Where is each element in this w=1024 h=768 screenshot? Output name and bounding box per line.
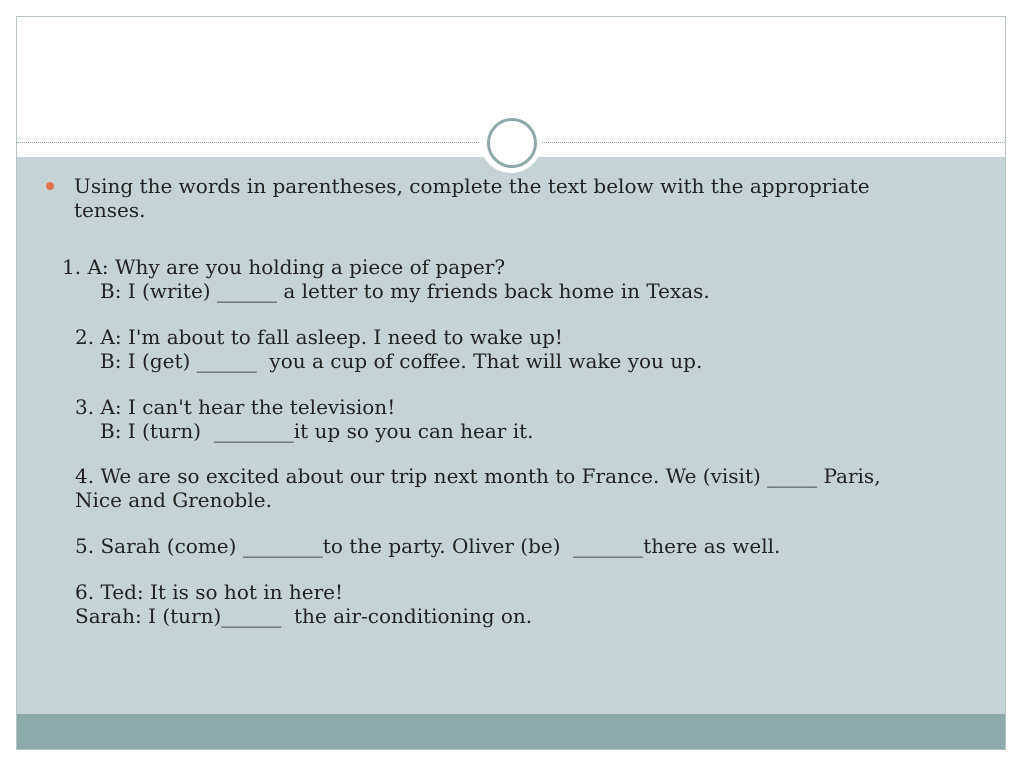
exercise-5: 5. Sarah (come) ________to the party. Oliver (be) _______there as well. <box>75 534 781 558</box>
exercise-6a: 6. Ted: It is so hot in here! <box>75 580 344 604</box>
instruction-bullet <box>46 174 926 222</box>
exercise-4-line2: Nice and Grenoble. <box>75 488 272 512</box>
bullet-dot-icon <box>46 182 54 190</box>
exercise-3b: B: I (turn) ________it up so you can hear it. <box>100 419 534 443</box>
exercise-2b: B: I (get) ______ you a cup of coffee. That will wake you up. <box>100 349 703 373</box>
circle-ornament-icon <box>480 111 542 173</box>
exercise-2a: 2. A: I'm about to fall asleep. I need to wake up! <box>75 325 563 349</box>
slide-footer-bar <box>17 714 1005 749</box>
exercise-4-line1: 4. We are so excited about our trip next month to France. We (visit) _____ Paris, <box>75 464 881 488</box>
circle-ring <box>487 118 537 168</box>
instruction-text: Using the words in parentheses, complete the text below with the appropriate tenses. <box>74 174 870 222</box>
exercise-6b: Sarah: I (turn)______ the air-conditioning on. <box>75 604 533 628</box>
exercise-1a: 1. A: Why are you holding a piece of paper? <box>62 255 506 279</box>
slide <box>16 16 1006 750</box>
exercise-3a: 3. A: I can't hear the television! <box>75 395 396 419</box>
exercise-1b: B: I (write) ______ a letter to my friends back home in Texas. <box>100 279 710 303</box>
